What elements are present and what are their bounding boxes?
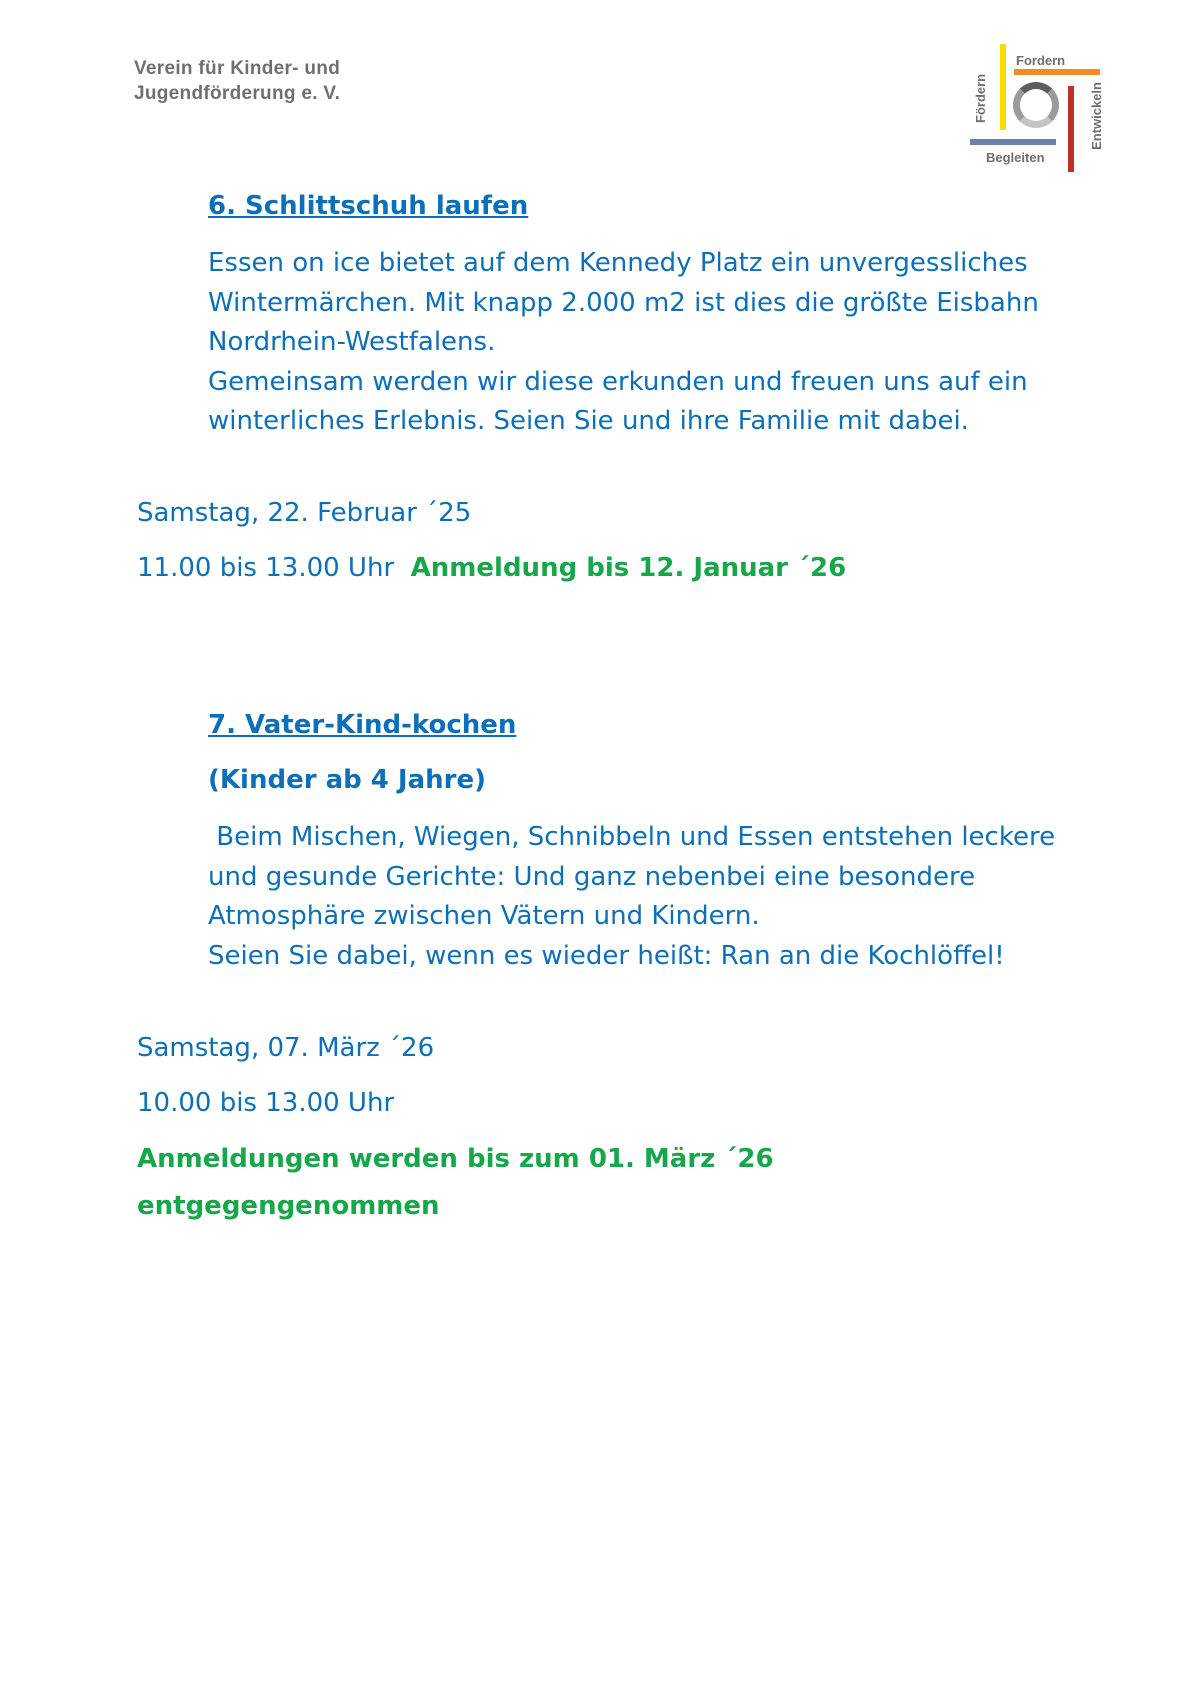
event-6-description-line: Wintermärchen. Mit knapp 2.000 m2 ist dies die größte Eisbahn	[208, 287, 1039, 318]
event-7-subtitle: (Kinder ab 4 Jahre)	[208, 765, 486, 795]
logo-bar-blue	[970, 139, 1056, 145]
organization-name	[134, 56, 340, 106]
organization-name-line-1: Verein für Kinder- und	[134, 58, 341, 79]
organization-logo	[968, 44, 1102, 174]
organization-name-line-2: Jugendförderung e. V.	[134, 83, 341, 104]
logo-bar-yellow	[1000, 44, 1006, 130]
event-7-title: 7. Vater-Kind-kochen	[208, 710, 517, 740]
event-6-description-line: winterliches Erlebnis. Seien Sie und ihre Familie mit dabei.	[208, 406, 969, 436]
event-6-registration: Anmeldung bis 12. Januar ´26	[410, 553, 847, 583]
logo-label-foerdern: Fördern	[973, 73, 988, 123]
event-7-time: 10.00 bis 13.00 Uhr	[137, 1088, 395, 1118]
logo-ring-icon	[1013, 82, 1059, 128]
logo-label-begleiten: Begleiten	[986, 150, 1045, 165]
event-6-description	[208, 244, 1088, 442]
event-7-registration-line-2: entgegengenommen	[137, 1191, 440, 1221]
event-7-description-line: Beim Mischen, Wiegen, Schnibbeln und Essen entstehen leckere	[208, 822, 1056, 852]
event-6-time: 11.00 bis 13.00 Uhr	[137, 553, 395, 583]
event-6-description-line: Essen on ice bietet auf dem Kennedy Platz ein unvergessliches	[208, 248, 1028, 278]
logo-bar-orange	[1014, 69, 1100, 75]
event-6-date: Samstag, 22. Februar ´25	[137, 498, 472, 528]
logo-bar-red	[1068, 86, 1074, 172]
event-6-description-line: Nordrhein-Westfalens.	[208, 327, 496, 357]
event-7-registration-line-1: Anmeldungen werden bis zum 01. März ´26	[137, 1144, 774, 1174]
event-7-description	[208, 818, 1088, 976]
logo-label-entwickeln: Entwickeln	[1089, 82, 1104, 150]
logo-label-fordern: Fordern	[1016, 53, 1066, 68]
event-7-description-line: Seien Sie dabei, wenn es wieder heißt: Ran an die Kochlöffel!	[208, 940, 1005, 971]
event-7-description-line: und gesunde Gerichte: Und ganz nebenbei eine besondere	[208, 861, 976, 892]
event-7-date: Samstag, 07. März ´26	[137, 1033, 435, 1063]
event-7-description-line: Atmosphäre zwischen Vätern und Kindern.	[208, 901, 760, 931]
event-6-time-registration	[137, 553, 846, 583]
event-6-description-line: Gemeinsam werden wir diese erkunden und freuen uns auf ein	[208, 366, 1028, 397]
event-6-title: 6. Schlittschuh laufen	[208, 191, 529, 221]
